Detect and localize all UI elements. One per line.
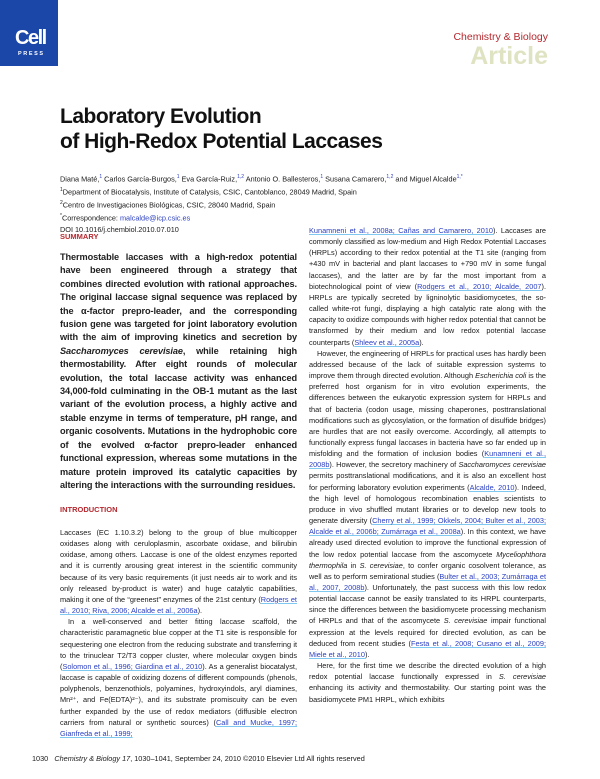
doi: DOI 10.1016/j.chembiol.2010.07.010 bbox=[60, 224, 179, 234]
title-line-1: Laboratory Evolution bbox=[60, 105, 262, 128]
paragraph bbox=[60, 616, 297, 739]
body-text: is the preferred host organism for in vitro evolution experiments, the differences between the eukaryotic expression system for HRPLs and that of bacteria (codon usage, missing chaperones, posttranslational modifications such as glycosylation, or the formation of disulfide bridges) are hurdles that are not easily overcome. Accordingly, all attempts to functionally express fungal laccases in bacteria have so far ended up in misfolding and the formation of inclusion bodies ( bbox=[309, 371, 546, 459]
author-list bbox=[60, 172, 540, 185]
author-name: Susana Camarero, bbox=[323, 174, 387, 184]
body-text: ). bbox=[364, 649, 370, 659]
logo-cell-text: Cell bbox=[15, 27, 46, 49]
italic-text: Saccharomyces cerevisiae bbox=[458, 460, 547, 470]
paragraph bbox=[309, 660, 546, 705]
footer-journal: Chemistry & Biology bbox=[54, 754, 121, 763]
author-name: Antonio O. Ballesteros, bbox=[244, 174, 321, 184]
correspondence-label: Correspondence: bbox=[61, 213, 120, 223]
footer-volume: 17 bbox=[122, 754, 131, 763]
body-text: ). Unfortunately, the past success with this low redox potential laccase cannot be easily translated to its HRPL counterparts, since the differences between the basidiomycete processing mechanism of HRPLs and that of the ascomycete bbox=[309, 583, 546, 626]
body-text: ). As a generalist biocatalyst, laccase is capable of oxidizing dozens of different compounds (phenols, polyphenols, benzenothiols, polyamines, hydroxyindols, aryl diamines, Mn²⁺, and Fe(EDTA)²⁻), and its substrate promiscuity can be even further expanded by the use of redox mediators (diffusible electron carriers from natural or synthetic sources) ( bbox=[60, 661, 297, 727]
body-text: permits posttranslational modifications, and it is also an excellent host for performing laboratory evolution experiments ( bbox=[309, 471, 546, 492]
body-text: ). bbox=[197, 606, 203, 616]
citation-link[interactable]: Rodgers et al., 2010; Riva, 2006; Alcalde et al., 2006a bbox=[60, 594, 297, 616]
body-text: impair functional expression at the levels required for directed evolution, as can be deduced from recent studies ( bbox=[309, 616, 547, 648]
page-footer bbox=[32, 754, 365, 763]
italic-text: Saccharomyces cerevisiae bbox=[60, 345, 183, 356]
author-name: Eva García-Ruiz, bbox=[179, 174, 238, 184]
citation-link[interactable]: Kunamneni et al., 2008a; Cañas and Camarero, 2010 bbox=[309, 226, 494, 235]
body-text: ). bbox=[419, 337, 424, 347]
citation-link[interactable]: Shleev et al., 2005a bbox=[354, 337, 420, 347]
page-title bbox=[60, 104, 382, 154]
body-text: , to confer organic cosolvent tolerance, as well as to perform semirational studies ( bbox=[309, 560, 547, 581]
article-type: Article bbox=[470, 42, 548, 70]
body-text: In a well-conserved and better fitting laccase scaffold, the characteristic paramagnetic blue copper at the T1 site is responsible for sequestering one electron from the reducing substrate and transferring it to the trinuclear T2/T3 copper cluster, where molecular oxygen binds ( bbox=[60, 617, 297, 671]
body-text: in bbox=[347, 560, 360, 570]
body-text: However, the engineering of HRPLs for practical uses has hardly been addressed because of the lack of suitable expression systems to improve them through directed evolution. Although bbox=[309, 348, 546, 381]
citation-link[interactable]: Kunamneni et al., 2008b bbox=[309, 449, 547, 470]
journal-name: Chemistry & Biology bbox=[453, 31, 548, 43]
summary-text bbox=[60, 251, 297, 492]
body-text: enhancing its activity and thermostability. Our starting point was the basidiomycete PM1 HRPL, which exhibits bbox=[309, 683, 546, 704]
paragraph bbox=[309, 348, 546, 660]
affiliation-text: Centro de Investigaciones Biológicas, CSIC, 28040 Madrid, Spain bbox=[62, 200, 276, 210]
affiliation-2 bbox=[60, 198, 540, 211]
correspondence bbox=[60, 211, 540, 224]
citation-link[interactable]: Cherry et al., 1999; Okkels, 2004; Bulter et al., 2003; Alcalde et al., 2006b; Zumárraga et al., 2008a bbox=[309, 516, 546, 537]
italic-text: S. cerevisiae bbox=[359, 560, 403, 570]
author-affiliation-marker: 1,2 bbox=[237, 174, 245, 180]
citation-link[interactable]: Bulter et al., 2003; Zumárraga et al., 2007, 2008b bbox=[309, 571, 546, 592]
correspondence-marker: * bbox=[60, 212, 62, 219]
body-text: ). HRPLs are typically secreted by ligninolytic basidiomycetes, the so-called white-rot fungi, displaying a high catalytic rate along with the capacity to oxidize compounds with higher redox potential that cannot be transformed by their medium and low redox potential laccase counterparts ( bbox=[309, 281, 546, 347]
citation-link[interactable]: Solomon et al., 1996; Giardina et al., 2010 bbox=[62, 661, 203, 671]
body-text: ). In this context, we have already used directed evolution to improve the functional expression of the low redox potential laccase from the ascomycete bbox=[309, 527, 546, 559]
author-name: Diana Maté, bbox=[60, 174, 100, 184]
affiliation-marker: 2 bbox=[60, 199, 63, 206]
italic-text: Escherichia coli bbox=[475, 371, 527, 381]
affiliation-1 bbox=[60, 185, 540, 198]
footer-citation: , 1030–1041, September 24, 2010 ©2010 Elsevier Ltd All rights reserved bbox=[130, 754, 365, 763]
citation-link[interactable]: Festa et al., 2008; Cusano et al., 2009; Miele et al., 2010 bbox=[309, 638, 546, 659]
affiliation-marker: 1 bbox=[60, 186, 63, 193]
body-text: Thermostable laccases with a high-redox potential have been engineered through a strategy that combines directed evolution with rational approaches. The original laccase signal sequence was replaced by the α-factor prepro-leader, and the corresponding fusion gene was targeted for joint laboratory evolution with the aim of improving kinetics and secretion by bbox=[60, 252, 297, 343]
summary-heading: SUMMARY bbox=[60, 232, 99, 241]
page-number: 1030 bbox=[32, 754, 49, 763]
paragraph bbox=[60, 527, 297, 616]
body-text: ). Laccases are commonly classified as low-medium and High Redox Potential Laccases (HRPLs) according to their redox potential at the T1 site (ranging from +430 mV in bacterial and plant laccases to +790 mV in some fungal laccases), and the latter are by far the most important from a biotechnological point of view ( bbox=[309, 226, 546, 291]
body-text: ). Indeed, the high level of homologous recombination enables scientists to produce in vivo shuffled mutant libraries or to develop new tools to generate diversity ( bbox=[309, 482, 546, 526]
italic-text: Myceliophthora thermophila bbox=[309, 549, 546, 570]
citation-link[interactable]: Call and Mucke, 1997; Gianfreda et al., 1999; bbox=[60, 717, 298, 738]
body-text: Laccases (EC 1.10.3.2) belong to the group of blue multicopper oxidases along with ceruloplasmin, ascorbate oxidase, and bilirubin oxidase, among others. Laccase is one of the oldest enzymes reported and it is currently arousing great interest in the scientific community because of its very basic requirements (it just needs air to work and its only released by-product is water) and huge catalytic capabilities, making it one of the “greenest” enzymes of the 21st century ( bbox=[60, 528, 297, 604]
logo-press-text: PRESS bbox=[18, 51, 45, 57]
body-text: ). However, the secretory machinery of bbox=[329, 460, 459, 470]
body-text: , while retaining high thermostability. After eight rounds of molecular evolution, the total laccase activity was enhanced 34,000-fold culminating in the OB-1 mutant as the last variant of the evolution process, a highly active and stable enzyme in terms of temperature, pH range, and organic cosolvents. Mutations in the hydrophobic core of the evolved α-factor prepro-leader enhanced functional expression, whereas some mutations in the mature protein improved its catalytic capacities by altering the interactions with the surrounding residues. bbox=[60, 345, 297, 490]
author-affiliation-marker: 1,* bbox=[456, 174, 463, 180]
author-name: Carlos García-Burgos, bbox=[102, 174, 177, 184]
italic-text: S. cerevisiae bbox=[443, 616, 488, 626]
author-affiliation-marker: 1 bbox=[99, 174, 103, 180]
correspondence-email-link[interactable]: malcalde@icp.csic.es bbox=[119, 213, 191, 223]
author-name: and Miguel Alcalde bbox=[393, 174, 457, 184]
body-text: Here, for the first time we describe the directed evolution of a high redox potential laccase functionally expressed in bbox=[309, 661, 546, 682]
author-affiliation-marker: 1 bbox=[320, 174, 324, 180]
introduction-left-column bbox=[60, 527, 297, 739]
introduction-heading: INTRODUCTION bbox=[60, 505, 118, 514]
citation-link[interactable]: Rodgers et al., 2010; Alcalde, 2007 bbox=[417, 281, 542, 291]
citation-link[interactable]: Alcalde, 2010 bbox=[469, 482, 515, 492]
title-line-2: of High-Redox Potential Laccases bbox=[60, 130, 383, 153]
author-affiliation-marker: 1 bbox=[176, 174, 180, 180]
introduction-right-column bbox=[309, 225, 546, 705]
affiliation-text: Department of Biocatalysis, Institute of Catalysis, CSIC, Cantoblanco, 28049 Madrid, Spain bbox=[62, 187, 357, 197]
paragraph bbox=[309, 225, 546, 348]
italic-text: S. cerevisiae bbox=[498, 672, 546, 682]
author-affiliation-marker: 1,2 bbox=[386, 174, 394, 180]
cell-press-logo bbox=[0, 0, 58, 66]
